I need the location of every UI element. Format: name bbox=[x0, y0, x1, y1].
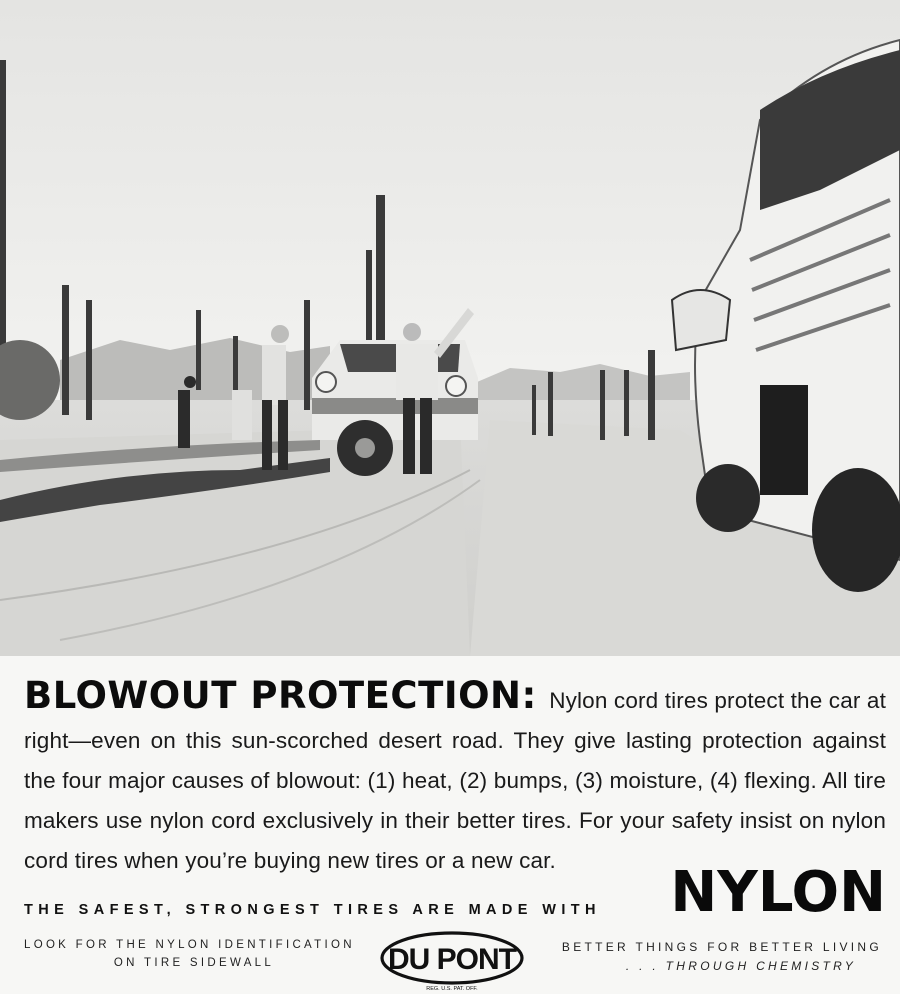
sidewall-note-line2: ON TIRE SIDEWALL bbox=[113, 957, 275, 969]
slogan bbox=[532, 938, 882, 976]
sidewall-note bbox=[24, 936, 364, 972]
dupont-oval-icon bbox=[378, 930, 528, 992]
nylon-wordmark: NYLON bbox=[670, 860, 886, 925]
tagline-row bbox=[24, 858, 886, 924]
dupont-logo bbox=[378, 930, 528, 992]
body-copy: Nylon cord tires protect the car at right—even on this sun-scorched desert road. They give lasting protection against the four major causes of blowout: (1) heat, (2) bumps, (3) moisture, (4) flexing. All tire makers use nylon cord exclusively in their better tires. For your safety insist on nylon cord tires when you’re buying new tires or a new car. bbox=[24, 688, 886, 873]
dupont-reg-mark: REG. U.S. PAT. OFF. bbox=[426, 986, 478, 992]
headline: BLOWOUT PROTECTION: bbox=[24, 674, 537, 717]
slogan-line1: BETTER THINGS FOR BETTER LIVING bbox=[561, 940, 882, 954]
tagline: THE SAFEST, STRONGEST TIRES ARE MADE WITH bbox=[24, 902, 601, 918]
slogan-line2: . . . THROUGH CHEMISTRY bbox=[625, 959, 856, 973]
dupont-logo-text: DU PONT bbox=[388, 943, 516, 976]
ad-copy-block bbox=[24, 676, 886, 881]
footer bbox=[0, 930, 900, 994]
body-paragraph bbox=[24, 676, 886, 881]
sidewall-note-line1: LOOK FOR THE NYLON IDENTIFICATION bbox=[24, 939, 355, 951]
